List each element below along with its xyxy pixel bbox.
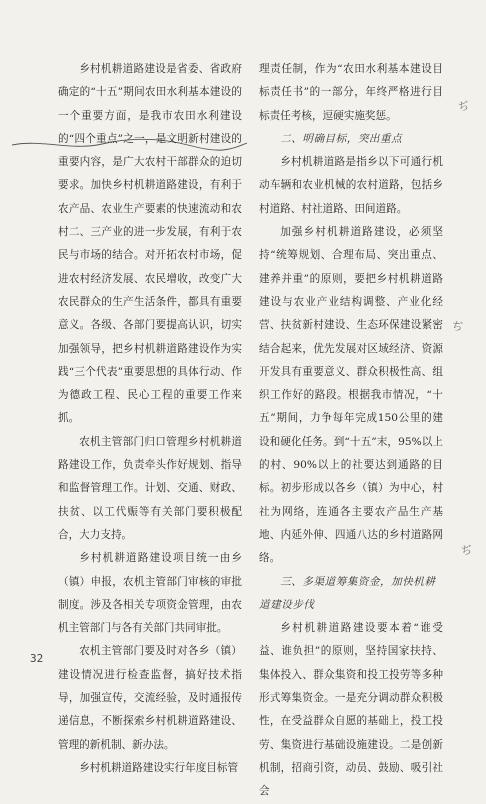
left-column: [58, 58, 242, 780]
paragraph: 乡村机耕道路建设项目统一由乡（镇）申报，农机主管部门审核的审批制度。涉及各相关专项资金管理，由农机主管部门与各有关部门共同审批。: [58, 552, 242, 635]
paragraph: 乡村机耕道路建设是省委、省政府确定的“十五”期间农田水利基本建设的一个重要方面，是我市农田水利建设的“四个重点”之一，是文明新村建设的重要内容，是广大农村干部群众的迫切要求。加快乡村机耕道路建设，有利于农产品、农业生产要素的快速流动和农村二、三产业的进一步发展，有利于农民与市场的结合。对开拓农村市场，促进农村经济发展、农民增收，改变广大农民群众的生产生活条件，都具有重要意义。各级、各部门要提高认识，切实加强领导，把乡村机耕道路建设作为实践“三个代表”重要思想的具体行动、作为德政工程、民心工程的重要工作来抓。: [58, 63, 242, 425]
paragraph: 农机主管部门要及时对各乡（镇）建设情况进行检查监督，搞好技术指导，加强宣传，交流经验，及时通报传递信息，不断探索乡村机耕道路建设、管理的新机制、新办法。: [58, 645, 242, 751]
section-heading-2: 二、明确目标，突出重点: [280, 132, 403, 145]
margin-mark: ぢ: [460, 543, 473, 558]
paragraph: 乡村机耕道路建设要本着“谁受益、谁负担”的原则，坚持国家扶持、集体投入、群众集资和投工投劳等多种形式筹集资金。一是充分调动群众积极性，在受益群众自愿的基础上，投工投劳、集资进行基础设施建设。二是创新机制，招商引资，动员、鼓励、吸引社会: [259, 622, 443, 798]
paragraph: 农机主管部门归口管理乡村机耕道路建设工作，负责牵头作好规划、指导和监督管理工作。计划、交通、财政、扶贫、以工代赈等有关部门要积极配合，大力支持。: [58, 435, 242, 541]
page-number-value: 32: [30, 652, 44, 665]
right-column: [259, 58, 443, 804]
margin-mark: ぢ: [457, 99, 470, 114]
paragraph-continued: 理责任制，作为“农田水利基本建设目标责任书”的一部分，年终严格进行目标责任考核，逗硬实施奖惩。: [259, 63, 443, 122]
page-number: [30, 652, 43, 665]
section-heading-3: 三、多渠道筹集资金，加快机耕道建设步伐: [259, 575, 436, 611]
paragraph: 乡村机耕道路建设实行年度目标管: [79, 761, 239, 774]
margin-mark: ぢ: [450, 319, 464, 334]
paragraph: 乡村机耕道路是指乡以下可通行机动车辆和农业机械的农村道路，包括乡村道路、村社道路、田间道路。: [259, 156, 443, 215]
paragraph: 加强乡村机耕道路建设，必须坚持“统筹规划、合理布局、突出重点、建养并重”的原则，要把乡村机耕道路建设与农业产业结构调整、产业化经营、扶贫新村建设、生态环保建设紧密结合起来，优先发展对区域经济、资源开发具有重要意义、群众积极性高、组织工作好的路段。根据我市情况，“十五”期间，力争每年完成150公里的建设和硬化任务。到“十五”末，95%以上的村、90%以上的社要达到通路的目标。初步形成以各乡（镇）为中心，村社为网络，连通各主要农产品生产基地、内延外伸、四通八达的乡村道路网络。: [259, 226, 443, 565]
